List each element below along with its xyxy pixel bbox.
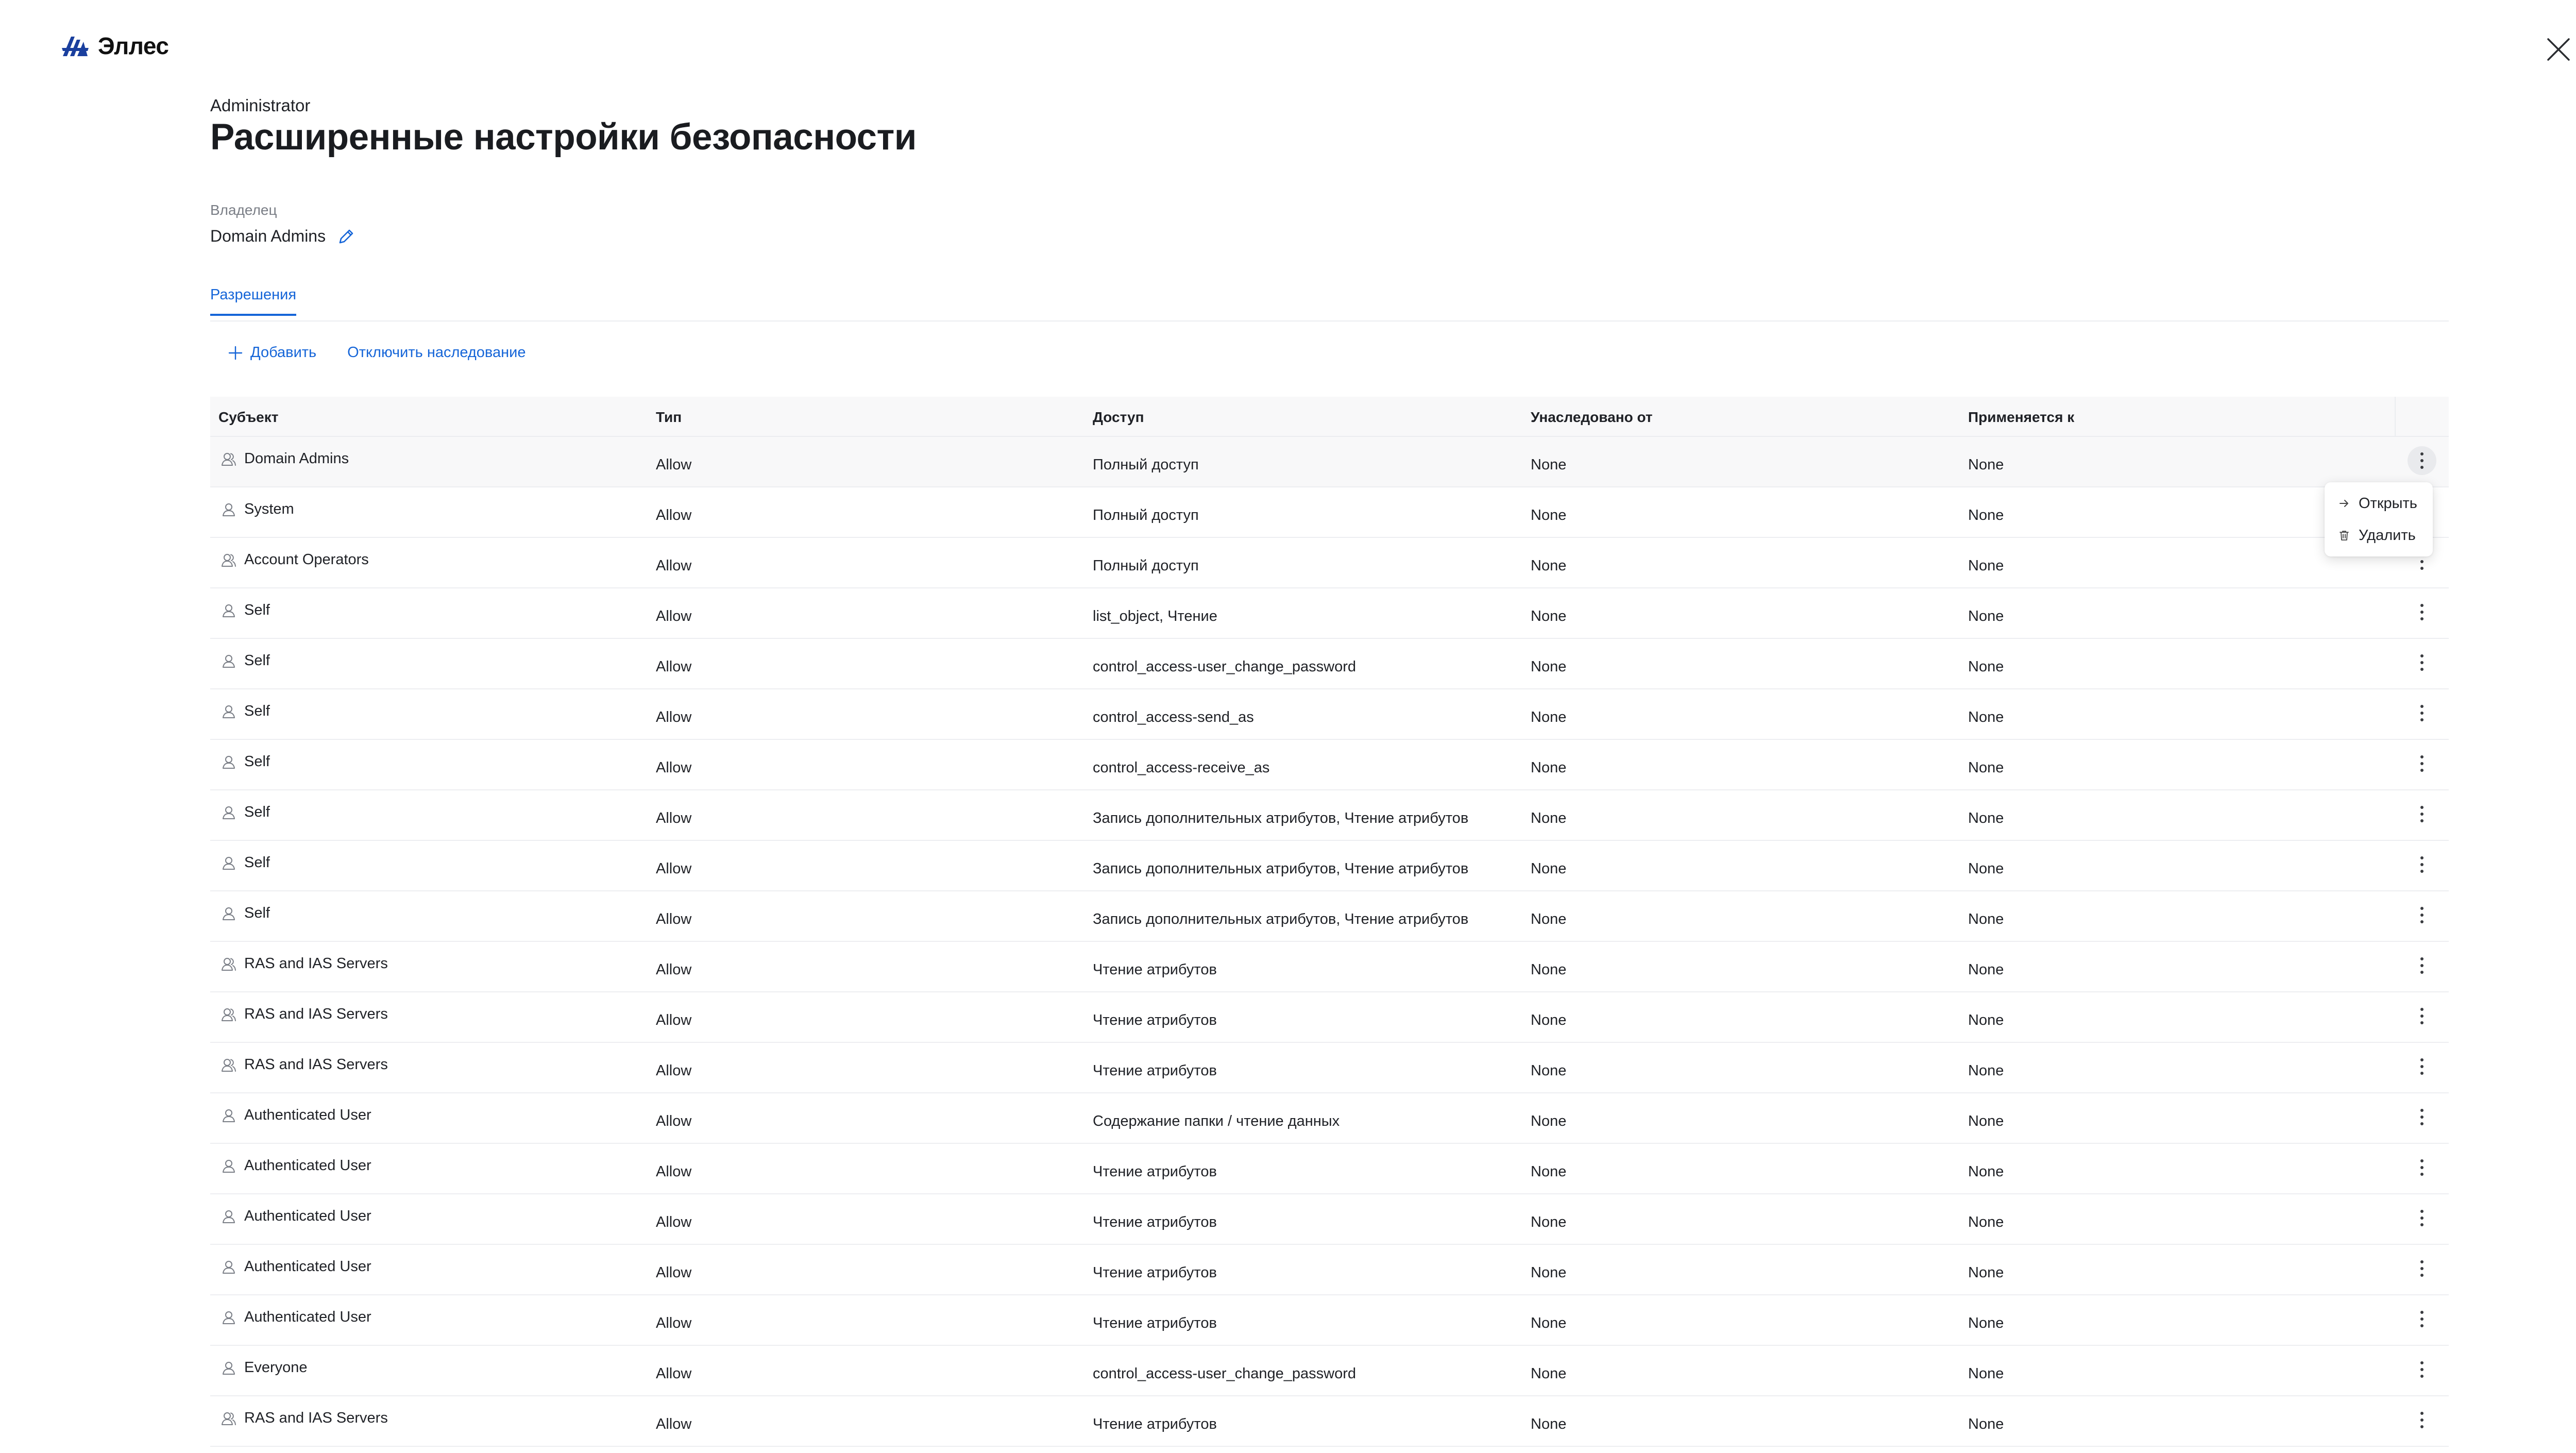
row-context-menu [2325,482,2433,556]
inherited-cell: None [1531,911,1567,927]
add-button[interactable] [228,344,316,361]
subject-cell [221,905,270,922]
permissions-table [210,397,2449,1447]
inherited-cell: None [1531,1062,1567,1079]
inherited-cell: None [1531,1315,1567,1331]
type-cell: Allow [656,1163,692,1180]
more-vertical-icon [2419,704,2425,722]
subject-name: Self [244,602,270,618]
row-actions-button[interactable] [2408,648,2436,677]
table-row[interactable] [210,1144,2449,1194]
subject-cell [221,1410,388,1427]
inherited-cell: None [1531,961,1567,978]
subject-cell [221,1309,371,1326]
subject-cell [221,703,270,720]
row-actions-button[interactable] [2408,901,2436,930]
subject-cell [221,753,270,770]
table-row[interactable] [210,639,2449,689]
subject-name: Self [244,905,270,921]
type-cell: Allow [656,658,692,675]
access-cell: Чтение атрибутов [1093,1062,1217,1079]
column-header-type[interactable]: Тип [656,409,682,425]
subject-cell [221,1006,388,1023]
subject-cell [221,1359,308,1376]
type-cell: Allow [656,810,692,826]
subject-cell [221,1157,371,1174]
user-icon [221,1107,237,1124]
applies-cell: None [1968,457,2004,473]
table-row[interactable] [210,1346,2449,1396]
user-icon [221,602,237,619]
row-actions-button[interactable] [2408,800,2436,829]
subject-cell [221,854,270,871]
access-cell: Запись дополнительных атрибутов, Чтение атрибутов [1093,911,1469,927]
user-icon [221,804,237,821]
more-vertical-icon [2419,754,2425,773]
column-divider [2395,397,2396,436]
table-header [210,397,2449,437]
more-vertical-icon [2419,1108,2425,1126]
access-cell: control_access-send_as [1093,709,1254,725]
table-row[interactable] [210,891,2449,942]
more-vertical-icon [2419,1360,2425,1379]
more-vertical-icon [2419,1209,2425,1227]
more-vertical-icon [2419,1158,2425,1177]
table-row[interactable] [210,1043,2449,1093]
user-icon [221,703,237,720]
users-icon [221,956,237,972]
subject-name: Self [244,854,270,871]
applies-cell: None [1968,1113,2004,1129]
subject-cell [221,450,349,467]
applies-cell: None [1968,1365,2004,1382]
menu-item-delete-label: Удалить [2359,527,2416,544]
access-cell: list_object, Чтение [1093,608,1217,624]
pencil-icon[interactable] [337,227,355,246]
subject-name: RAS and IAS Servers [244,955,388,972]
user-icon [221,1158,237,1174]
access-cell: Чтение атрибутов [1093,961,1217,978]
subject-cell [221,652,270,669]
more-vertical-icon [2419,653,2425,672]
type-cell: Allow [656,860,692,877]
users-icon [221,1057,237,1073]
users-icon [221,1006,237,1023]
type-cell: Allow [656,457,692,473]
inherited-cell: None [1531,1113,1567,1129]
table-row[interactable] [210,1295,2449,1346]
disable-inheritance-button[interactable] [347,344,526,361]
access-cell: Содержание папки / чтение данных [1093,1113,1340,1129]
column-header-inherited[interactable]: Унаследовано от [1531,409,1653,425]
user-icon [221,1360,237,1376]
subject-cell [221,955,388,972]
plus-icon [228,345,243,361]
user-icon [221,653,237,669]
table-row[interactable] [210,740,2449,790]
more-vertical-icon [2419,855,2425,874]
arrow-right-icon [2338,497,2350,510]
access-cell: Чтение атрибутов [1093,1315,1217,1331]
close-button[interactable] [2545,36,2572,63]
user-icon [221,1309,237,1326]
access-cell: Чтение атрибутов [1093,1163,1217,1180]
row-actions-button[interactable] [2408,1052,2436,1081]
user-icon [221,501,237,518]
app-logo [61,32,168,60]
subject-cell [221,551,369,568]
type-cell: Allow [656,709,692,725]
row-actions-button[interactable] [2408,1406,2436,1434]
subject-name: Self [244,703,270,719]
user-icon [221,1208,237,1225]
subject-name: Authenticated User [244,1309,371,1325]
applies-cell: None [1968,557,2004,574]
type-cell: Allow [656,1365,692,1382]
access-cell: control_access-user_change_password [1093,1365,1357,1382]
row-actions-button[interactable] [2408,446,2436,475]
type-cell: Allow [656,1315,692,1331]
inherited-cell: None [1531,507,1567,523]
inherited-cell: None [1531,860,1567,877]
type-cell: Allow [656,1416,692,1432]
type-cell: Allow [656,557,692,574]
row-actions-button[interactable] [2408,1153,2436,1182]
applies-cell: None [1968,1416,2004,1432]
user-icon [221,905,237,922]
type-cell: Allow [656,759,692,776]
type-cell: Allow [656,1264,692,1281]
row-actions-button[interactable] [2408,951,2436,980]
access-cell: Запись дополнительных атрибутов, Чтение атрибутов [1093,810,1469,826]
row-actions-button[interactable] [2408,1305,2436,1333]
page-title: Расширенные настройки безопасности [210,117,917,158]
access-cell: Чтение атрибутов [1093,1264,1217,1281]
users-icon [221,451,237,467]
subject-name: RAS and IAS Servers [244,1410,388,1426]
inherited-cell: None [1531,1214,1567,1230]
add-button-label: Добавить [250,344,317,361]
subject-name: System [244,501,294,517]
row-actions-button[interactable] [2408,1103,2436,1131]
column-header-access[interactable]: Доступ [1093,409,1144,425]
type-cell: Allow [656,507,692,523]
applies-cell: None [1968,608,2004,624]
table-row[interactable] [210,538,2449,588]
table-row[interactable] [210,942,2449,992]
inherited-cell: None [1531,658,1567,675]
inherited-cell: None [1531,1012,1567,1028]
table-row[interactable] [210,1194,2449,1245]
column-header-applies[interactable]: Применяется к [1968,409,2075,425]
applies-cell: None [1968,1315,2004,1331]
applies-cell: None [1968,961,2004,978]
column-header-subject[interactable]: Субъект [218,409,279,425]
table-row[interactable] [210,992,2449,1043]
access-cell: control_access-receive_as [1093,759,1270,776]
applies-cell: None [1968,759,2004,776]
table-row[interactable] [210,1396,2449,1447]
table-row[interactable] [210,437,2449,487]
inherited-cell: None [1531,1163,1567,1180]
subject-name: RAS and IAS Servers [244,1006,388,1022]
row-actions-button[interactable] [2408,699,2436,728]
owner-label: Владелец [210,202,277,218]
more-vertical-icon [2419,805,2425,823]
more-vertical-icon [2419,1411,2425,1429]
table-row[interactable] [210,841,2449,891]
type-cell: Allow [656,608,692,624]
subject-name: RAS and IAS Servers [244,1056,388,1073]
access-cell: Полный доступ [1093,457,1199,473]
type-cell: Allow [656,1012,692,1028]
subject-name: Authenticated User [244,1107,371,1123]
applies-cell: None [1968,1012,2004,1028]
subject-name: Authenticated User [244,1208,371,1224]
inherited-cell: None [1531,1416,1567,1432]
menu-item-open-label: Открыть [2359,495,2417,512]
type-cell: Allow [656,911,692,927]
table-row[interactable] [210,1245,2449,1295]
row-actions-button[interactable] [2408,850,2436,879]
inherited-cell: None [1531,557,1567,574]
subject-cell [221,1107,371,1124]
subject-cell [221,804,270,821]
type-cell: Allow [656,1062,692,1079]
table-row[interactable] [210,588,2449,639]
type-cell: Allow [656,961,692,978]
owner-row [210,227,355,246]
access-cell: Чтение атрибутов [1093,1012,1217,1028]
menu-item-open[interactable] [2325,487,2433,519]
tabs-bar [210,286,2449,322]
close-icon [2545,36,2572,63]
inherited-cell: None [1531,759,1567,776]
applies-cell: None [1968,507,2004,523]
menu-item-delete[interactable] [2325,519,2433,551]
app-name: Эллес [98,32,169,59]
subject-cell [221,501,294,518]
subject-cell [221,1258,371,1275]
row-actions-button[interactable] [2408,598,2436,627]
more-vertical-icon [2419,1259,2425,1278]
inherited-cell: None [1531,608,1567,624]
user-icon [221,1259,237,1275]
inherited-cell: None [1531,457,1567,473]
subject-name: Everyone [244,1359,308,1376]
subject-cell [221,1056,388,1073]
subject-name: Domain Admins [244,450,349,467]
table-row[interactable] [210,487,2449,538]
user-icon [221,855,237,871]
applies-cell: None [1968,1214,2004,1230]
users-icon [221,552,237,568]
owner-value: Domain Admins [210,227,326,245]
more-vertical-icon [2419,1007,2425,1025]
row-actions-button[interactable] [2408,1204,2436,1232]
toolbar [228,344,526,361]
more-vertical-icon [2419,603,2425,621]
type-cell: Allow [656,1113,692,1129]
applies-cell: None [1968,1163,2004,1180]
row-actions-button[interactable] [2408,1254,2436,1283]
access-cell: Запись дополнительных атрибутов, Чтение атрибутов [1093,860,1469,877]
more-vertical-icon [2419,906,2425,924]
table-row[interactable] [210,689,2449,740]
subject-cell [221,1208,371,1225]
page-subtitle: Administrator [210,96,311,115]
inherited-cell: None [1531,709,1567,725]
applies-cell: None [1968,658,2004,675]
inherited-cell: None [1531,810,1567,826]
subject-name: Self [244,652,270,669]
more-vertical-icon [2419,451,2425,470]
trash-icon [2338,529,2350,542]
subject-name: Self [244,804,270,820]
applies-cell: None [1968,911,2004,927]
row-actions-button[interactable] [2408,1002,2436,1030]
disable-inheritance-label: Отключить наследование [347,344,526,361]
subject-name: Authenticated User [244,1157,371,1174]
more-vertical-icon [2419,1310,2425,1328]
applies-cell: None [1968,860,2004,877]
access-cell: Полный доступ [1093,557,1199,574]
row-actions-button[interactable] [2408,749,2436,778]
applies-cell: None [1968,810,2004,826]
access-cell: Чтение атрибутов [1093,1214,1217,1230]
elles-logo-icon [61,32,90,59]
table-body [210,437,2449,1447]
inherited-cell: None [1531,1365,1567,1382]
more-vertical-icon [2419,956,2425,975]
table-row[interactable] [210,790,2449,841]
inherited-cell: None [1531,1264,1567,1281]
applies-cell: None [1968,709,2004,725]
user-icon [221,754,237,770]
access-cell: Полный доступ [1093,507,1199,523]
applies-cell: None [1968,1062,2004,1079]
subject-name: Account Operators [244,551,369,568]
subject-name: Self [244,753,270,770]
access-cell: Чтение атрибутов [1093,1416,1217,1432]
table-row[interactable] [210,1093,2449,1144]
access-cell: control_access-user_change_password [1093,658,1357,675]
more-vertical-icon [2419,1057,2425,1076]
applies-cell: None [1968,1264,2004,1281]
type-cell: Allow [656,1214,692,1230]
subject-cell [221,602,270,619]
row-actions-button[interactable] [2408,1355,2436,1384]
tab-permissions[interactable]: Разрешения [210,286,296,316]
users-icon [221,1410,237,1427]
subject-name: Authenticated User [244,1258,371,1275]
